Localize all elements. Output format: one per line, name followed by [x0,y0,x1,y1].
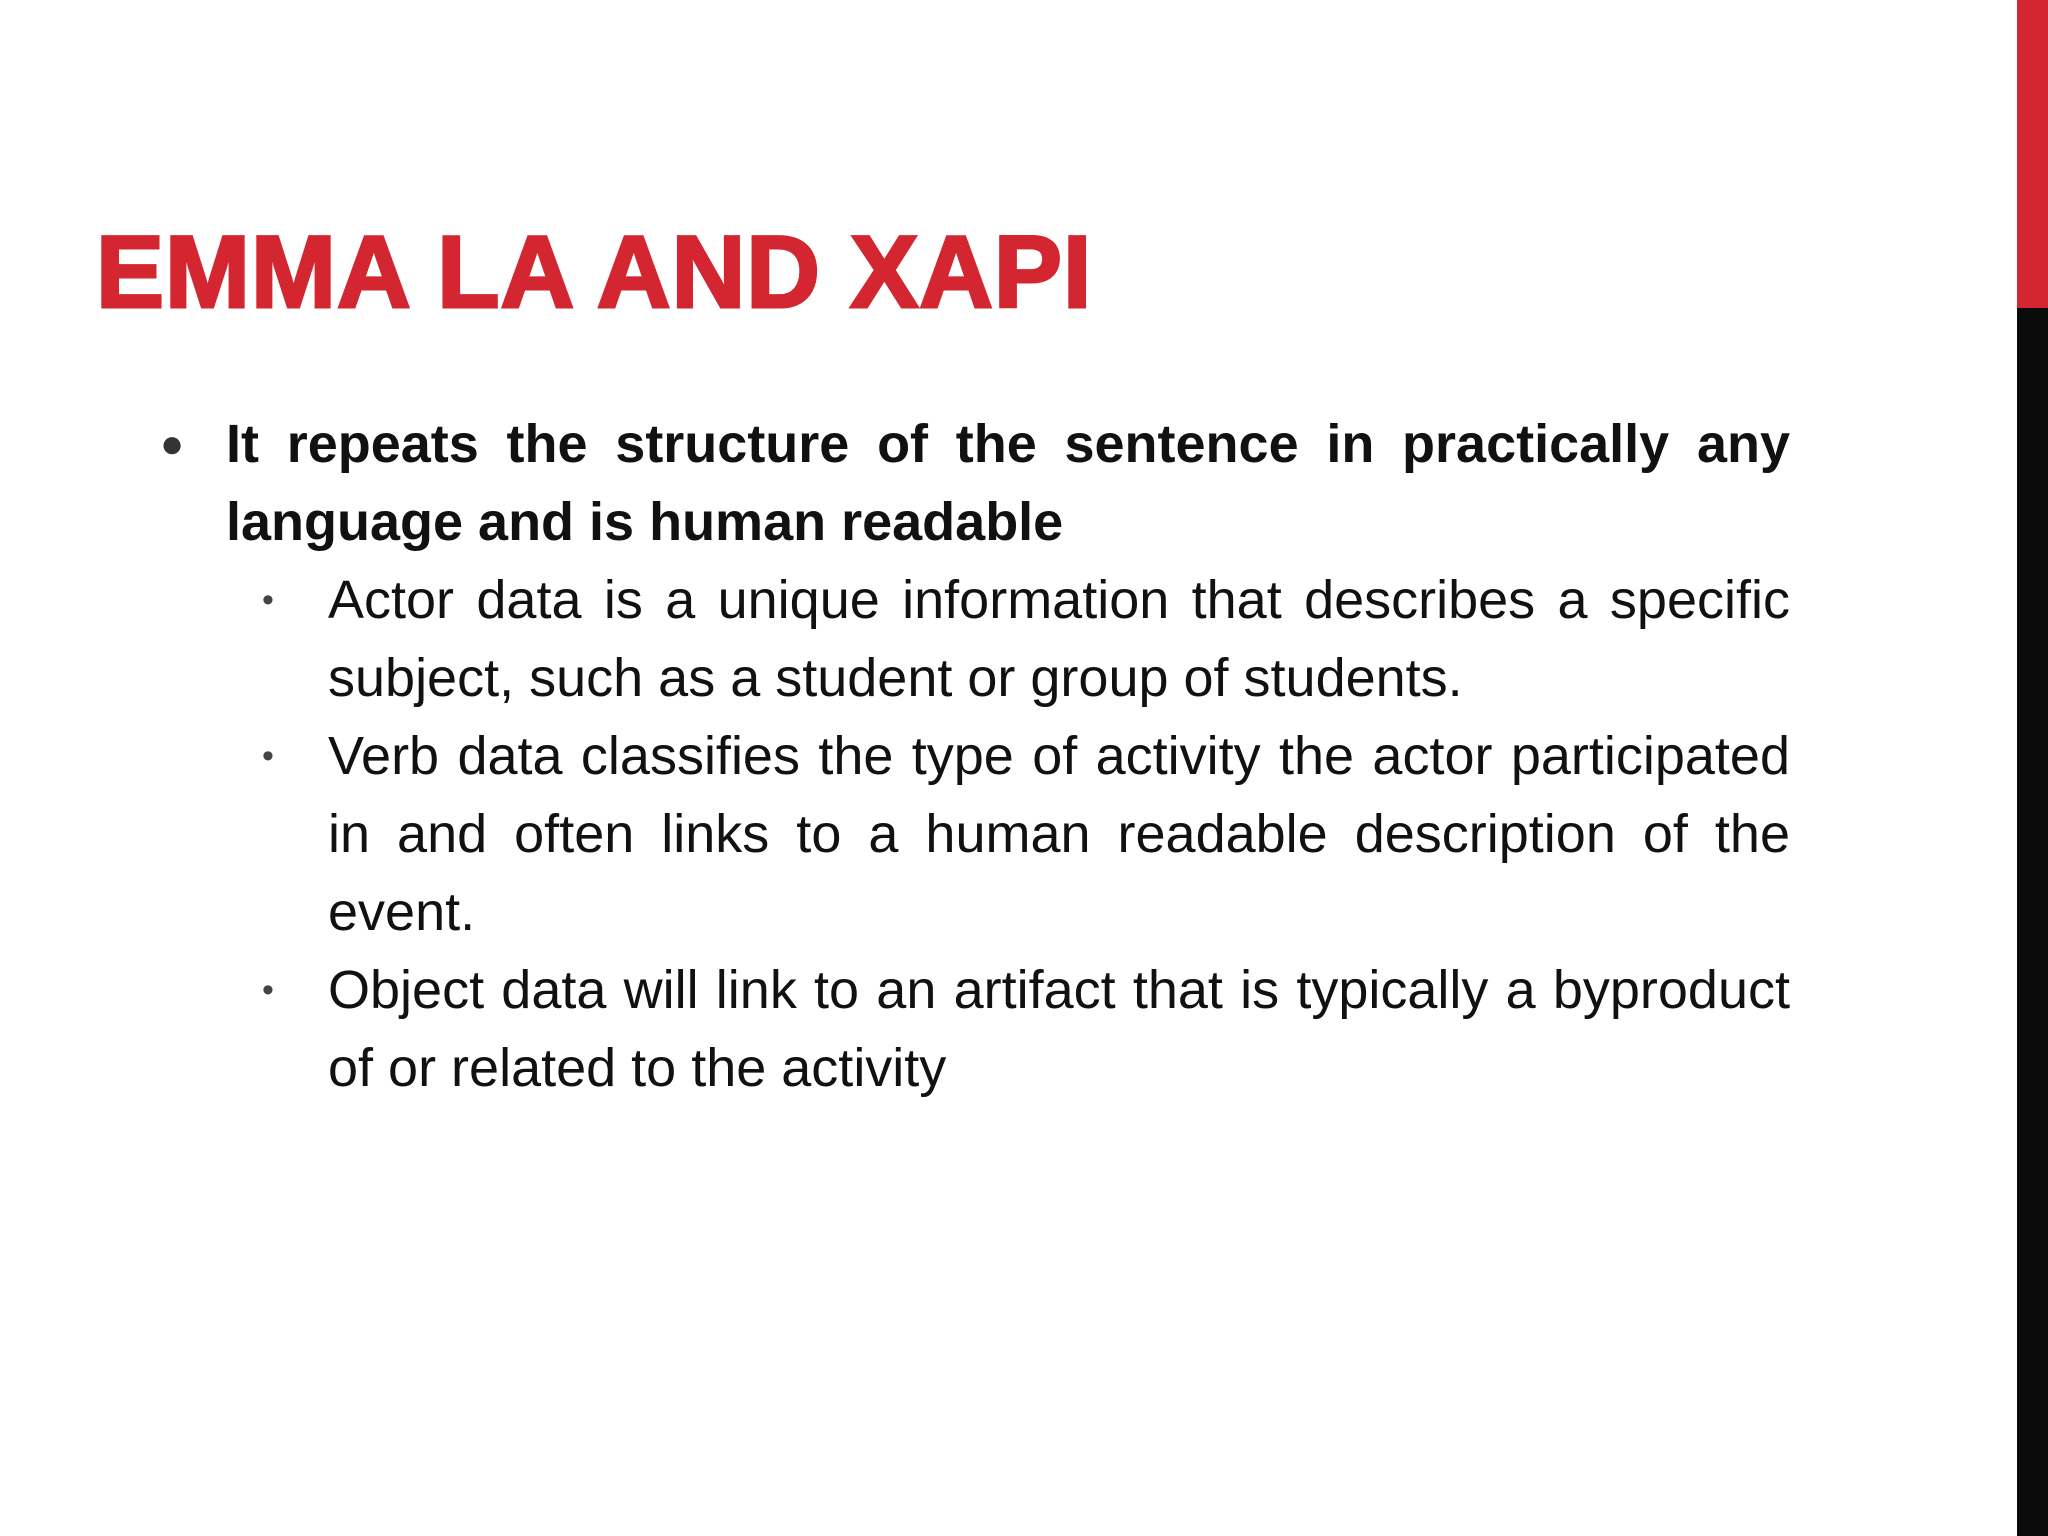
sub-bullet-list [160,561,1790,1107]
main-bullet-point [160,405,1790,561]
bullet-dot-icon: ● [160,422,185,466]
side-decoration-bar [2017,0,2048,1536]
sub-point-text: Verb data classifies the type of activity the actor participated in and often links to a human readable description of the event. [328,726,1790,942]
sub-bullet-object [262,951,1790,1107]
sub-bullet-dot-icon: • [262,581,274,619]
sub-bullet-dot-icon: • [262,737,274,775]
main-point-text: It repeats the structure of the sentence in practically any language and is human readable [226,414,1790,552]
sub-point-text: Actor data is a unique information that describes a specific subject, such as a student or group of students. [328,570,1790,708]
sub-point-text: Object data will link to an artifact that is typically a byproduct of or related to the activity [328,960,1790,1098]
sub-bullet-verb [262,717,1790,951]
slide-body [160,405,1790,1107]
sub-bullet-dot-icon: • [262,971,274,1009]
side-bar-black-segment [2017,308,2048,1536]
slide-title: EMMA LA AND XAPI [96,215,1093,329]
side-bar-red-segment [2017,0,2048,308]
sub-bullet-actor [262,561,1790,717]
